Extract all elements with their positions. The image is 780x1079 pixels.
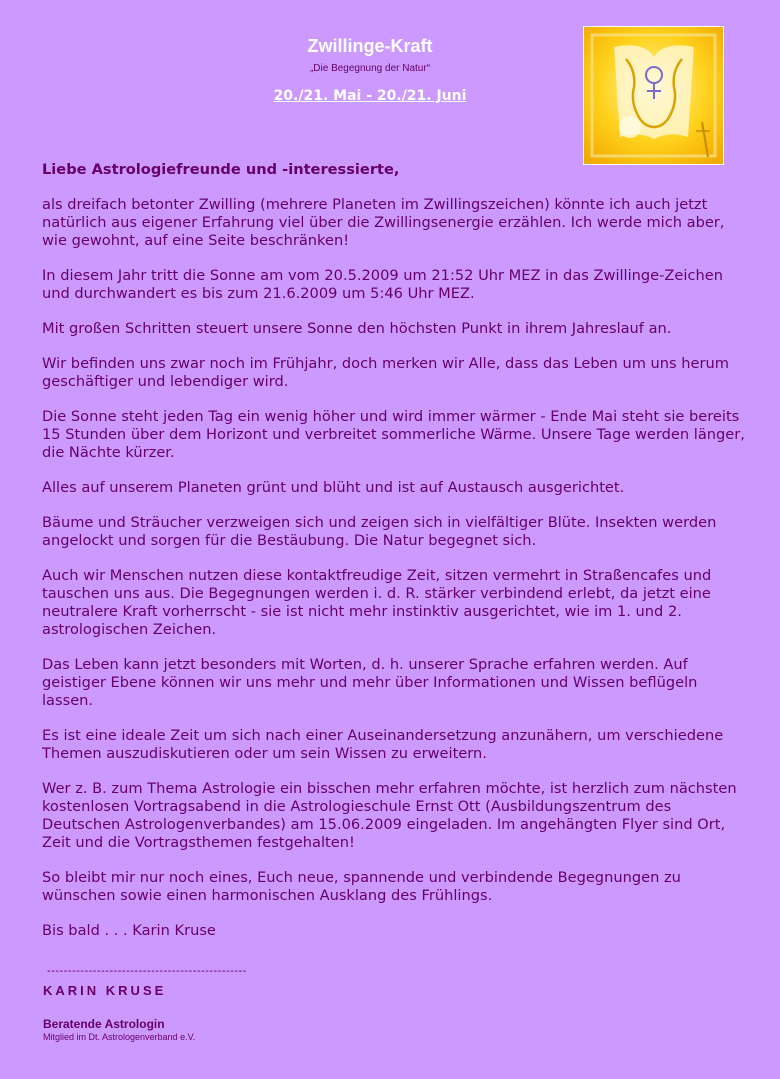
zwillinge-symbol-image <box>583 26 724 165</box>
paragraph: Wir befinden uns zwar noch im Frühjahr, doch merken wir Alle, dass das Leben um uns herum geschäftiger und lebendiger wird. <box>42 355 729 390</box>
page-title: Zwillinge-Kraft <box>307 36 433 56</box>
author-membership: Mitglied im Dt. Astrologenverband e.V. <box>43 1032 196 1042</box>
paragraph: Auch wir Menschen nutzen diese kontaktfreudige Zeit, sitzen vermehrt in Straßencafes und tauschen uns aus. Die Begegnungen werden i. d. R. stärker verbindend erlebt, da jetzt eine neutralere Kraft vorherrscht - sie ist nicht mehr instinktiv ausgerichtet, wie im 1. und 2. astrologischen Zeichen. <box>42 567 712 638</box>
signature-block <box>43 965 247 1042</box>
paragraph: Das Leben kann jetzt besonders mit Worten, d. h. unserer Sprache erfahren werden. Auf geistiger Ebene können wir uns mehr und mehr über Informationen und Wissen beflügeln lassen. <box>42 656 698 709</box>
paragraph: als dreifach betonter Zwilling (mehrere Planeten im Zwillingszeichen) könnte ich auch jetzt natürlich aus eigener Erfahrung viel über die Zwillingsenergie erzählen. Ich werde mich aber, wie gewohnt, auf eine Seite beschränken! <box>42 196 725 249</box>
letter-body <box>42 161 747 957</box>
greeting: Liebe Astrologiefreunde und -interessierte, <box>42 161 400 178</box>
paragraph: Mit großen Schritten steuert unsere Sonne den höchsten Punkt in ihrem Jahreslauf an. <box>42 320 672 337</box>
sign-off: Bis bald . . . Karin Kruse <box>42 922 216 939</box>
page-subtitle: „Die Begegnung der Natur“ <box>309 63 431 74</box>
paragraph: Bäume und Sträucher verzweigen sich und zeigen sich in vielfältiger Blüte. Insekten werden angelockt und sorgen für die Bestäubung. Die Natur begegnet sich. <box>42 514 717 549</box>
header <box>240 36 500 104</box>
paragraph: In diesem Jahr tritt die Sonne am vom 20.5.2009 um 21:52 Uhr MEZ in das Zwillinge-Zeichen und durchwandert es bis zum 21.6.2009 um 5:46 Uhr MEZ. <box>42 267 723 302</box>
paragraph: Wer z. B. zum Thema Astrologie ein bisschen mehr erfahren möchte, ist herzlich zum nächsten kostenlosen Vortragsabend in die Astrologieschule Ernst Ott (Ausbildungszentrum des Deutschen Astrologenverbandes) am 15.06.2009 eingeladen. Im angehängten Flyer sind Ort, Zeit und die Vortragsthemen festgehalten! <box>42 780 737 851</box>
date-range: 20./21. Mai - 20./21. Juni <box>273 88 467 104</box>
author-name: KARIN KRUSE <box>43 983 167 998</box>
paragraph: Es ist eine ideale Zeit um sich nach einer Auseinandersetzung anzunähern, um verschiedene Themen auszudiskutieren oder um sein Wissen zu erweitern. <box>42 727 724 762</box>
zwillinge-symbol-icon <box>584 27 723 164</box>
divider: ------------------------------------------------ <box>47 965 247 977</box>
paragraph: So bleibt mir nur noch eines, Euch neue, spannende und verbindende Begegnungen zu wünschen sowie einen harmonischen Ausklang des Frühlings. <box>42 869 681 904</box>
paragraph: Die Sonne steht jeden Tag ein wenig höher und wird immer wärmer - Ende Mai steht sie bereits 15 Stunden über dem Horizont und verbreitet sommerliche Wärme. Unsere Tage werden länger, die Nächte kürzer. <box>42 408 745 461</box>
author-role: Beratende Astrologin <box>43 1017 165 1031</box>
paragraph: Alles auf unserem Planeten grünt und blüht und ist auf Austausch ausgerichtet. <box>42 479 625 496</box>
